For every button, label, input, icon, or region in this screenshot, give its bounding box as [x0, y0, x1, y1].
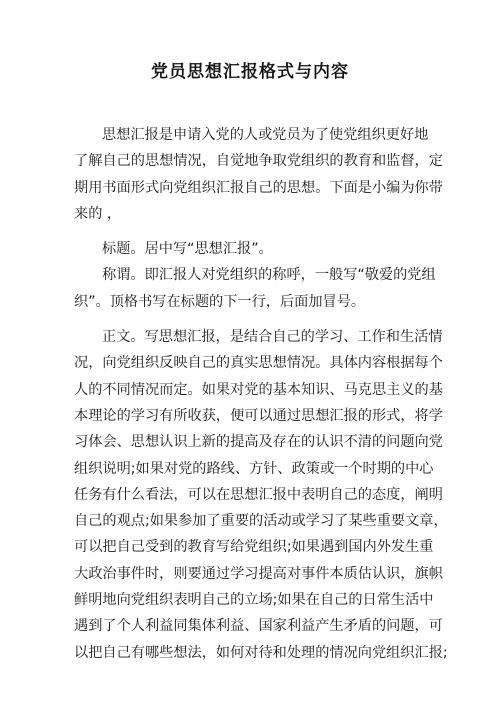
paragraph-salutation — [74, 262, 446, 315]
document-body — [74, 122, 446, 666]
paragraph-line: 况，向党组织反映自己的真实思想情况。具体内容根据每个 — [74, 355, 443, 372]
paragraph-line: 了解自己的思想情况，自觉地争取党组织的教育和监督，定 — [74, 153, 443, 170]
paragraph-line: 本理论的学习有所收获，便可以通过思想汇报的形式，将学 — [74, 407, 443, 424]
paragraph-line: 来的 ， — [74, 205, 122, 222]
paragraph-line: 正文。写思想汇报，是结合自己的学习、工作和生活情 — [102, 329, 443, 346]
paragraph-line: 期用书面形式向党组织汇报自己的思想。下面是小编为你带 — [74, 179, 443, 196]
paragraph-line: 标题。居中写“思想汇报”。 — [102, 241, 273, 258]
paragraph-main-text — [74, 324, 446, 666]
paragraph-line: 大政治事件时，则要通过学习提高对事件本质估认识，旗帜 — [74, 565, 443, 582]
paragraph-line: 人的不同情况而定。如果对党的基本知识、马克思主义的基 — [74, 381, 443, 398]
paragraph-line: 鲜明地向党组织表明自己的立场;如果在自己的日常生活中 — [74, 592, 434, 609]
paragraph-line: 遇到了个人利益同集体利益、国家利益产生矛盾的问题，可 — [74, 618, 443, 635]
paragraph-line: 可以把自己受到的教育写给党组织;如果遇到国内外发生重 — [74, 539, 434, 556]
document-title: 党员思想汇报格式与内容 — [151, 62, 349, 82]
paragraph-intro — [74, 122, 446, 227]
paragraph-line: 思想汇报是申请入党的人或党员为了使党组织更好地 — [102, 127, 429, 143]
paragraph-line: 称谓。即汇报人对党组织的称呼，一般写“敬爱的党组 — [102, 267, 436, 284]
paragraph-heading-format — [74, 236, 446, 262]
paragraph-line: 任务有什么看法，可以在思想汇报中表明自己的态度，阐明 — [74, 486, 443, 503]
paragraph-line: 以把自己有哪些想法，如何对待和处理的情况向党组织汇报; — [74, 644, 448, 661]
paragraph-line: 习体会、思想认识上新的提高及存在的认识不清的问题向党 — [74, 434, 443, 451]
paragraph-line: 织”。顶格书写在标题的下一行，后面加冒号。 — [74, 293, 366, 310]
paragraph-gap — [74, 227, 446, 236]
paragraph-line: 自己的观点;如果参加了重要的活动或学习了某些重要文章， — [74, 513, 448, 530]
paragraph-line: 组织说明;如果对党的路线、方针、政策或一个时期的中心 — [74, 460, 434, 477]
paragraph-gap — [74, 315, 446, 324]
